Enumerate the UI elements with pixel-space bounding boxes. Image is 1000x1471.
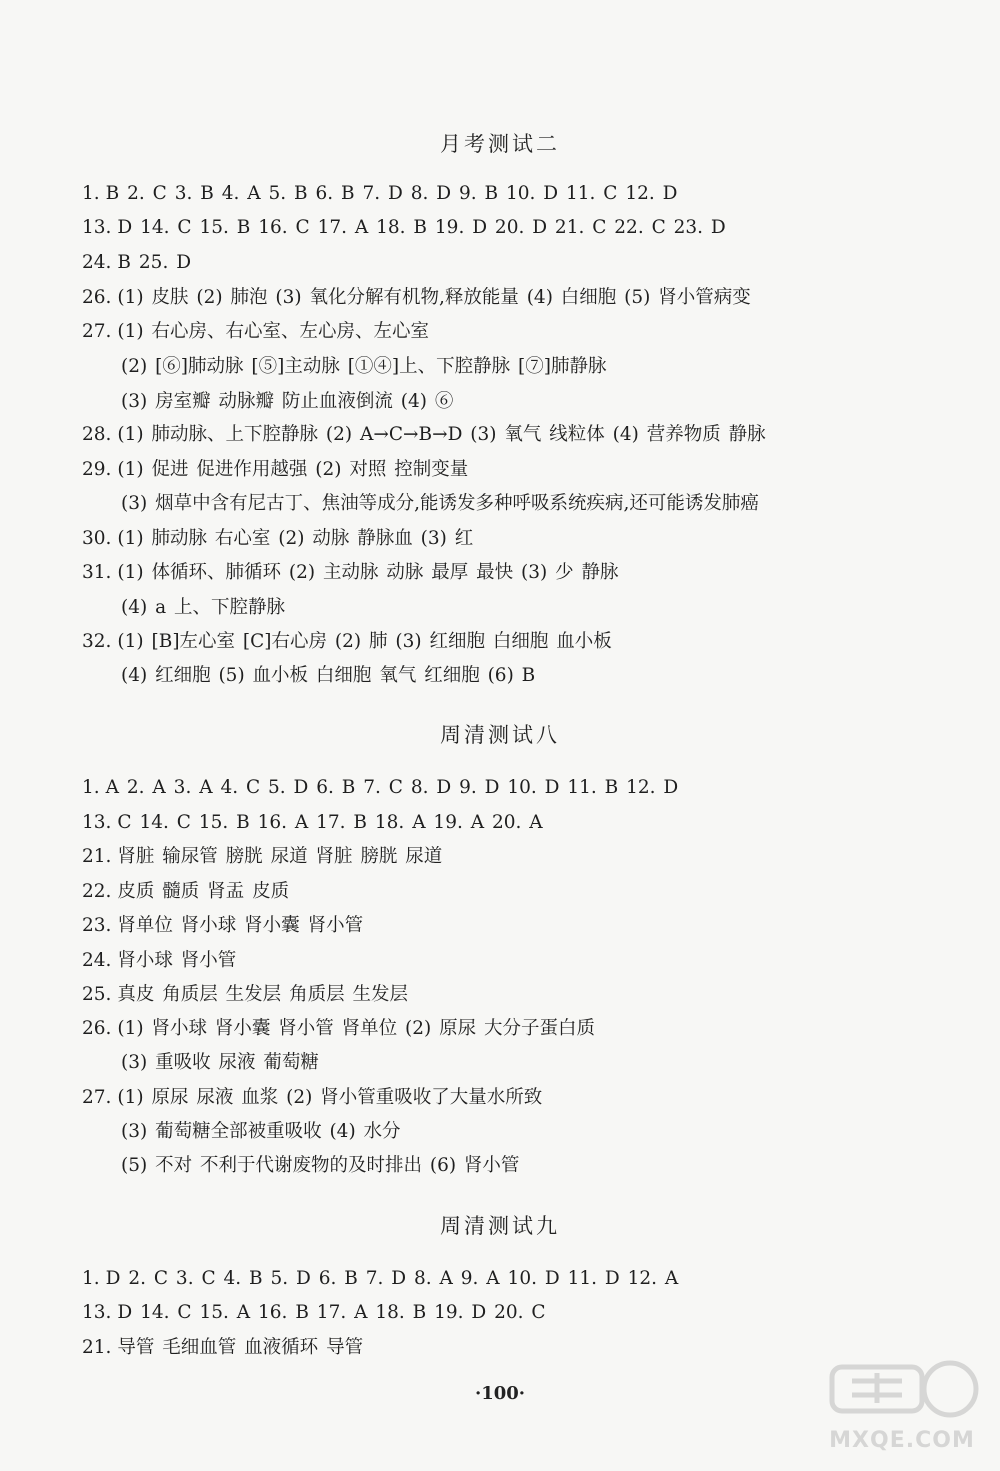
question-number: 1. xyxy=(82,1268,100,1289)
question-number: 23. xyxy=(82,915,112,936)
answer-text: (1) 肺动脉、上下腔静脉 (2) A→C→B→D (3) 氧气 线粒体 (4) 营养物质 静脉 xyxy=(117,424,766,445)
answer-line xyxy=(82,319,429,345)
section-title: 月考测试二 xyxy=(440,132,560,156)
answer-text: (3) 重吸收 尿液 葡萄糖 xyxy=(121,1052,319,1073)
answer-text: (1) 体循环、肺循环 (2) 主动脉 动脉 最厚 最快 (3) 少 静脉 xyxy=(117,562,619,583)
question-number: 31. xyxy=(82,562,112,583)
answer-line xyxy=(82,250,191,276)
answer-text: (1) 右心房、右心室、左心房、左心室 xyxy=(117,321,430,342)
answer-line xyxy=(82,1300,546,1326)
answer-text: A 2. A 3. A 4. C 5. D 6. B 7. C 8. D 9. D 10. D 11. B 12. D xyxy=(105,777,679,798)
question-number: 1. xyxy=(82,777,100,798)
question-number: 24. xyxy=(82,950,112,971)
answer-text: (1) 肾小球 肾小囊 肾小管 肾单位 (2) 原尿 大分子蛋白质 xyxy=(117,1018,595,1039)
watermark xyxy=(822,1353,982,1453)
answer-line xyxy=(82,1266,678,1292)
question-number: 30. xyxy=(82,528,112,549)
answer-line xyxy=(121,663,535,689)
answer-text: (3) 烟草中含有尼古丁、焦油等成分,能诱发多种呼吸系统疾病,还可能诱发肺癌 xyxy=(121,493,759,514)
answer-text: (2) [⑥]肺动脉 [⑤]主动脉 [①④]上、下腔静脉 [⑦]肺静脉 xyxy=(121,356,607,377)
answer-line xyxy=(82,457,468,483)
answer-line xyxy=(82,526,473,552)
question-number: 25. xyxy=(82,984,112,1005)
question-number: 32. xyxy=(82,631,112,652)
answer-line xyxy=(121,491,759,517)
section-title: 周清测试九 xyxy=(440,1214,560,1238)
answer-text: D 14. C 15. B 16. C 17. A 18. B 19. D 20. D 21. C 22. C 23. D xyxy=(117,217,726,238)
answer-line xyxy=(82,1335,363,1361)
answer-line xyxy=(82,422,766,448)
answer-line xyxy=(82,629,612,655)
answer-line xyxy=(82,215,726,241)
answer-text: D 14. C 15. A 16. B 17. A 18. B 19. D 20. C xyxy=(117,1302,546,1323)
answer-line xyxy=(121,1119,401,1145)
answer-line xyxy=(82,913,363,939)
answer-text: (3) 房室瓣 动脉瓣 防止血液倒流 (4) ⑥ xyxy=(121,391,454,412)
answer-line xyxy=(82,879,289,905)
answer-text: (1) 原尿 尿液 血浆 (2) 肾小管重吸收了大量水所致 xyxy=(117,1087,543,1108)
answer-line xyxy=(82,560,618,586)
question-number: 13. xyxy=(82,1302,112,1323)
answer-text: (3) 葡萄糖全部被重吸收 (4) 水分 xyxy=(121,1121,401,1142)
answer-line xyxy=(82,1016,595,1042)
page-number: ·100· xyxy=(474,1383,526,1404)
answer-line xyxy=(121,389,453,415)
question-number: 21. xyxy=(82,846,112,867)
section-title: 周清测试八 xyxy=(440,723,560,747)
answer-line xyxy=(82,810,543,836)
question-number: 13. xyxy=(82,217,112,238)
answer-line xyxy=(82,181,677,207)
question-number: 27. xyxy=(82,321,112,342)
answer-text: (4) 红细胞 (5) 血小板 白细胞 氧气 红细胞 (6) B xyxy=(121,665,536,686)
answer-line xyxy=(82,982,408,1008)
answer-line xyxy=(82,1085,542,1111)
question-number: 24. xyxy=(82,252,112,273)
answer-text: 肾脏 输尿管 膀胱 尿道 肾脏 膀胱 尿道 xyxy=(117,846,443,867)
answer-seal-logo-icon xyxy=(822,1353,982,1428)
question-number: 1. xyxy=(82,183,100,204)
answer-text: 真皮 角质层 生发层 角质层 生发层 xyxy=(117,984,408,1005)
question-number: 13. xyxy=(82,812,112,833)
answer-text: B 25. D xyxy=(117,252,192,273)
answer-text: B 2. C 3. B 4. A 5. B 6. B 7. D 8. D 9. B 10. D 11. C 12. D xyxy=(105,183,678,204)
answer-line xyxy=(82,285,751,311)
answer-text: 肾小球 肾小管 xyxy=(117,950,237,971)
answer-text: (1) 促进 促进作用越强 (2) 对照 控制变量 xyxy=(117,459,469,480)
answer-text: (5) 不对 不利于代谢废物的及时排出 (6) 肾小管 xyxy=(121,1155,520,1176)
question-number: 22. xyxy=(82,881,112,902)
question-number: 29. xyxy=(82,459,112,480)
answer-text: 皮质 髓质 肾盂 皮质 xyxy=(117,881,290,902)
answer-line xyxy=(121,1153,519,1179)
question-number: 28. xyxy=(82,424,112,445)
watermark-text: MXQE.COM xyxy=(829,1428,975,1453)
answer-line xyxy=(121,595,285,621)
answer-text: C 14. C 15. B 16. A 17. B 18. A 19. A 20. A xyxy=(117,812,543,833)
answer-text: (1) 肺动脉 右心室 (2) 动脉 静脉血 (3) 红 xyxy=(117,528,474,549)
question-number: 21. xyxy=(82,1337,112,1358)
answer-line xyxy=(121,1050,319,1076)
answer-text: (4) a 上、下腔静脉 xyxy=(121,597,285,618)
answer-line xyxy=(121,354,606,380)
answer-line xyxy=(82,948,236,974)
question-number: 26. xyxy=(82,1018,112,1039)
question-number: 27. xyxy=(82,1087,112,1108)
answer-text: (1) [B]左心室 [C]右心房 (2) 肺 (3) 红细胞 白细胞 血小板 xyxy=(117,631,612,652)
question-number: 26. xyxy=(82,287,112,308)
answer-line xyxy=(82,775,678,801)
answer-line xyxy=(82,844,442,870)
answer-text: 导管 毛细血管 血液循环 导管 xyxy=(117,1337,364,1358)
answer-text: (1) 皮肤 (2) 肺泡 (3) 氧化分解有机物,释放能量 (4) 白细胞 (5) 肾小管病变 xyxy=(117,287,751,308)
answer-text: D 2. C 3. C 4. B 5. D 6. B 7. D 8. A 9. A 10. D 11. D 12. A xyxy=(105,1268,679,1289)
answer-text: 肾单位 肾小球 肾小囊 肾小管 xyxy=(117,915,364,936)
